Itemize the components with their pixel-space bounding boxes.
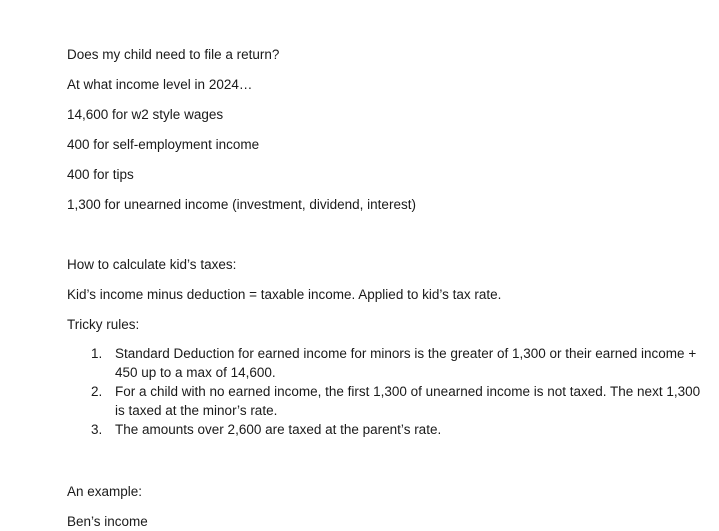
calculation-heading: How to calculate kid’s taxes:: [67, 257, 237, 272]
list-item-number: 2.: [91, 384, 103, 399]
question-heading: Does my child need to file a return?: [67, 47, 280, 62]
example-subject: Ben’s income: [67, 514, 148, 529]
threshold-unearned: 1,300 for unearned income (investment, dividend, interest): [67, 197, 416, 212]
threshold-tips: 400 for tips: [67, 167, 134, 182]
threshold-wages: 14,600 for w2 style wages: [67, 107, 224, 122]
tricky-rules-list: [67, 344, 707, 439]
list-item: [67, 382, 707, 420]
list-item-text: The amounts over 2,600 are taxed at the parent’s rate.: [115, 422, 442, 437]
list-item: [67, 344, 707, 382]
list-item-number: 3.: [91, 422, 103, 437]
list-item-number: 1.: [91, 346, 103, 361]
threshold-self-employment: 400 for self-employment income: [67, 137, 260, 152]
income-level-intro: At what income level in 2024…: [67, 77, 253, 92]
list-item-text: Standard Deduction for earned income for minors is the greater of 1,300 or their earned income + 450 up to a max of 14,600.: [115, 346, 697, 380]
list-item: [67, 420, 707, 439]
list-item-text: For a child with no earned income, the first 1,300 of unearned income is not taxed. The next 1,300 is taxed at the minor’s rate.: [115, 384, 701, 418]
calculation-formula: Kid’s income minus deduction = taxable income. Applied to kid’s tax rate.: [67, 287, 502, 302]
example-heading: An example:: [67, 484, 143, 499]
tricky-rules-heading: Tricky rules:: [67, 317, 140, 332]
